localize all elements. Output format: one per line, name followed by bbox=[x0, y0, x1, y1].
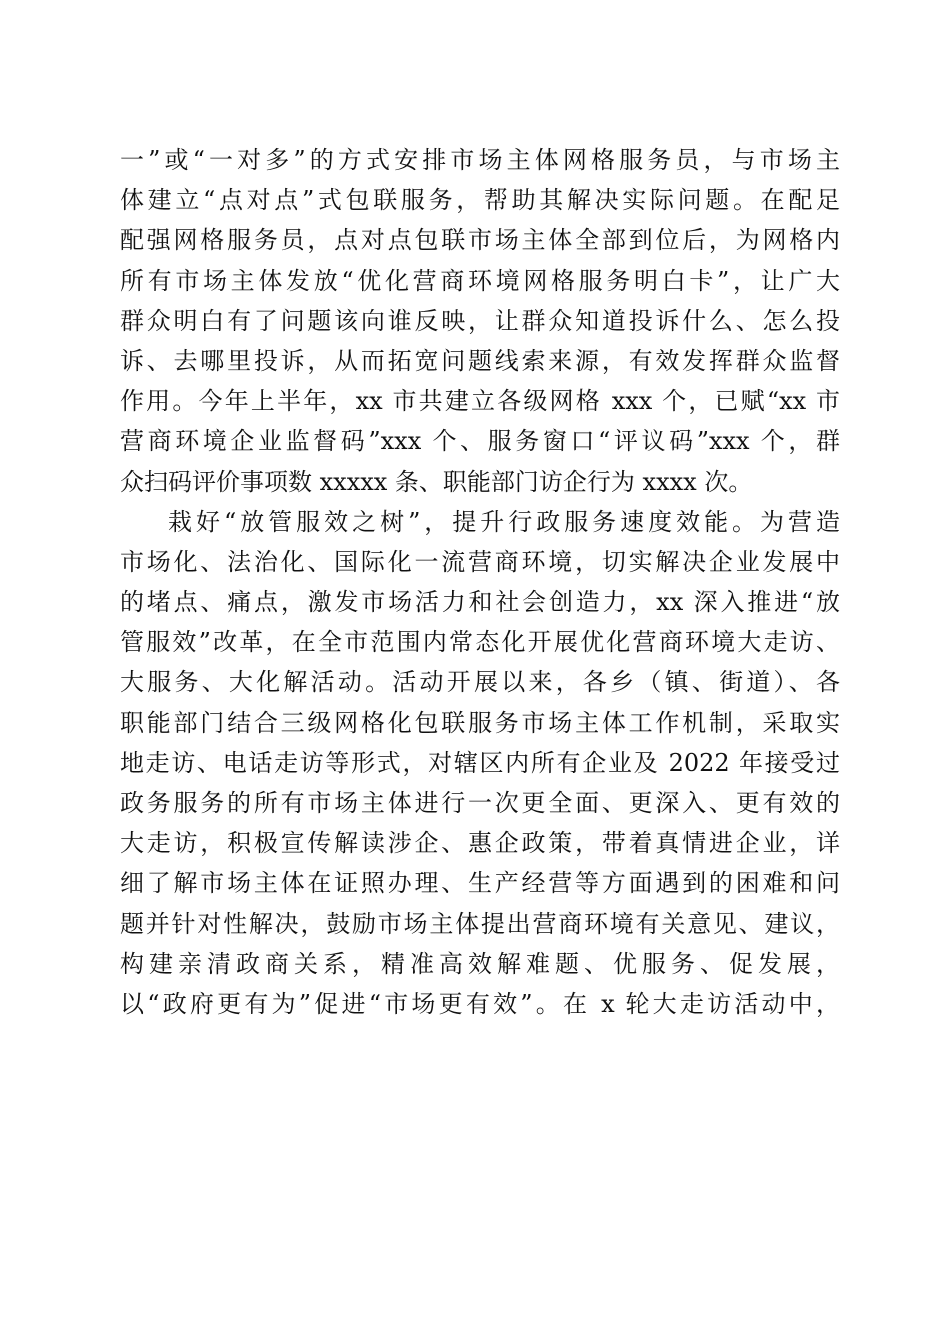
text-line: 构建亲清政商关系，精准高效解难题、优服务、促发展， bbox=[120, 949, 840, 978]
text-line: 政务服务的所有市场主体进行一次更全面、更深入、更有效的 bbox=[120, 789, 840, 817]
text-line: 营商环境企业监督码”xxx 个、服务窗口“评议码”xxx 个，群 bbox=[120, 427, 840, 456]
text-line: 地走访、电话走访等形式，对辖区内所有企业及 2022 年接受过 bbox=[120, 748, 840, 777]
text-line: 细了解市场主体在证照办理、生产经营等方面遇到的困难和问 bbox=[120, 869, 840, 898]
text-line: 配强网格服务员，点对点包联市场主体全部到位后，为网格内 bbox=[120, 226, 840, 255]
text-line: 一”或“一对多”的方式安排市场主体网格服务员，与市场主 bbox=[120, 146, 840, 174]
text-line: 管服效”改革，在全市范围内常态化开展优化营商环境大走访、 bbox=[120, 628, 840, 657]
text-line: 市场化、法治化、国际化一流营商环境，切实解决企业发展中 bbox=[120, 547, 840, 576]
text-line: 栽好“放管服效之树”，提升行政服务速度效能。为营造 bbox=[168, 507, 840, 536]
text-line: 体建立“点对点”式包联服务，帮助其解决实际问题。在配足 bbox=[120, 186, 840, 215]
paragraph-grid-service bbox=[120, 140, 840, 502]
text-line: 的堵点、痛点，激发市场活力和社会创造力，xx 深入推进“放 bbox=[120, 588, 840, 617]
text-line: 以“政府更有为”促进“市场更有效”。在 x 轮大走访活动中， bbox=[120, 989, 840, 1018]
text-line: 群众明白有了问题该向谁反映，让群众知道投诉什么、怎么投 bbox=[120, 306, 840, 335]
text-line: 众扫码评价事项数 xxxxx 条、职能部门访企行为 xxxx 次。 bbox=[120, 467, 753, 496]
text-line: 大走访，积极宣传解读涉企、惠企政策，带着真情进企业，详 bbox=[120, 829, 840, 858]
text-line: 作用。今年上半年，xx 市共建立各级网格 xxx 个，已赋“xx 市 bbox=[120, 387, 840, 416]
text-line: 所有市场主体发放“优化营商环境网格服务明白卡”，让广大 bbox=[120, 266, 840, 295]
text-line: 大服务、大化解活动。活动开展以来，各乡（镇、街道）、各 bbox=[120, 668, 840, 697]
text-line: 题并针对性解决，鼓励市场主体提出营商环境有关意见、建议， bbox=[120, 909, 840, 938]
document-body bbox=[120, 140, 840, 1024]
paragraph-administrative-service bbox=[120, 502, 840, 1024]
text-line: 职能部门结合三级网格化包联服务市场主体工作机制，采取实 bbox=[120, 708, 840, 737]
text-line: 诉、去哪里投诉，从而拓宽问题线索来源，有效发挥群众监督 bbox=[120, 346, 840, 375]
